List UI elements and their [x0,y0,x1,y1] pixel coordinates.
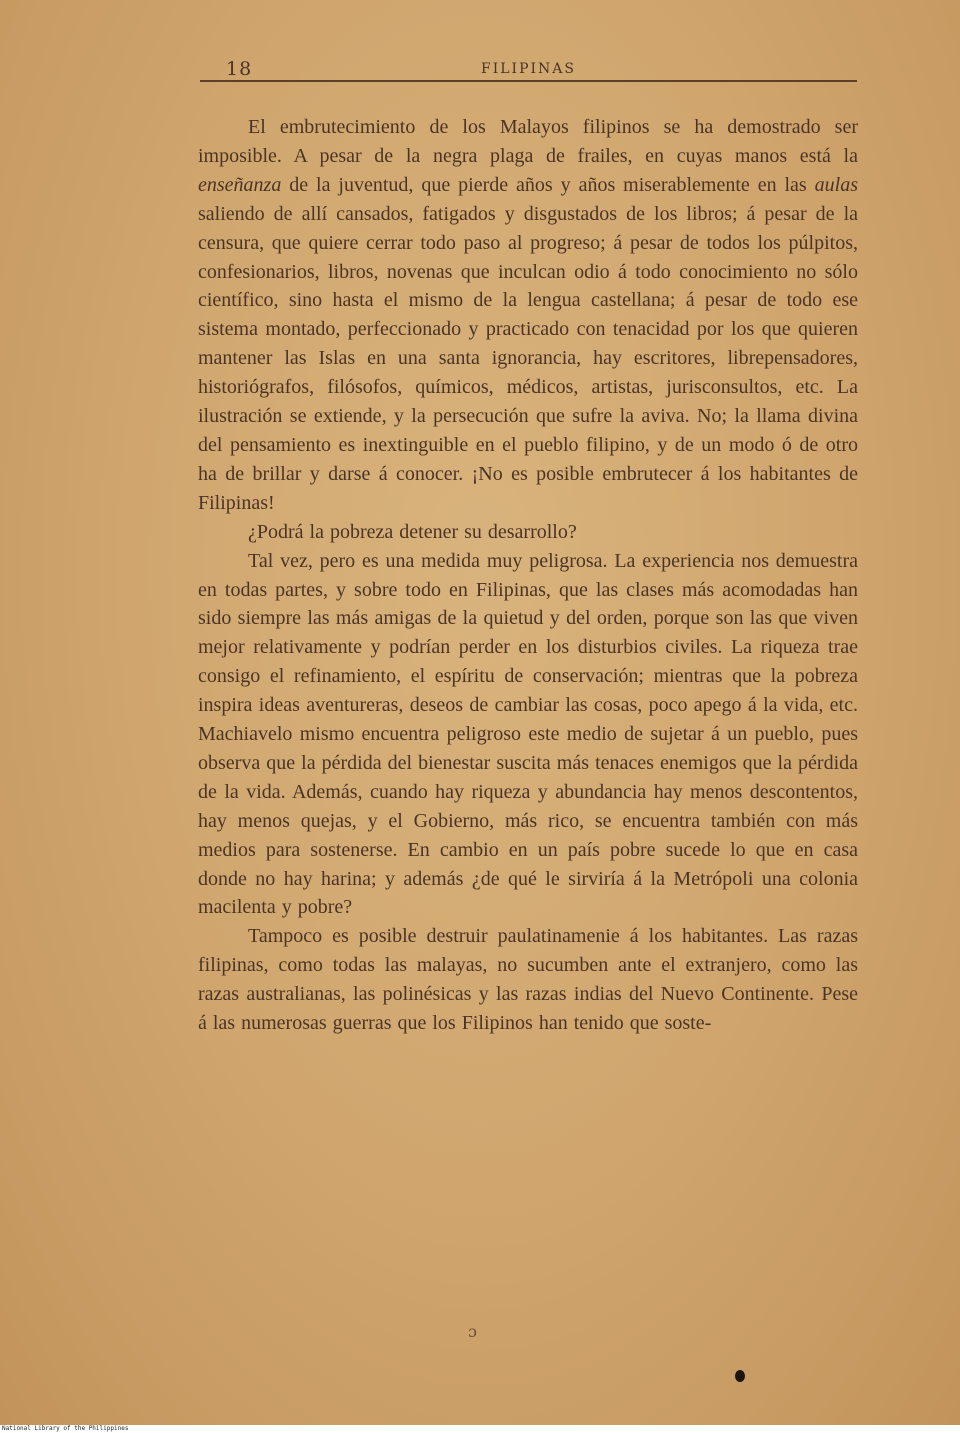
paragraph [198,113,858,518]
paragraph [198,922,858,1038]
running-title: FILIPINAS [481,61,576,77]
library-credit: National Library of the Philippines [2,1425,129,1432]
text-run: Tampoco es posible destruir paulatinamenie á los habitantes. Las razas filipinas, como todas las malayas, no sucumben ante el extranjero, como las razas australianas, las polinésicas y las razas indias del Nuevo Continente. Pese á las numerosas guerras que los Filipinos han tenido que soste- [198,925,858,1035]
italic-word: aulas [814,173,858,196]
ink-spot [735,1370,745,1382]
page-number: 18 [226,58,253,80]
text-run: saliendo de allí cansados, fatigados y disgustados de los libros; á pesar de la censura, que quiere cerrar todo paso al progreso; á pesar de todos los púlpitos, confesionarios, libros, novenas que inculcan odio á todo conocimiento no sólo científico, sino hasta el mismo de la lengua castellana; á pesar de todo ese sistema montado, perfeccionado y practicado con tenacidad por los que quieren mantener las Islas en una santa ignorancia, hay escritores, librepensadores, historiógrafos, filósofos, químicos, médicos, artistas, jurisconsultos, etc. La ilustración se extiende, y la persecución que sufre la aviva. No; la llama divina del pensamiento es inextinguible en el pueblo filipino, y de un modo ó de otro ha de brillar y darse á conocer. ¡No es posible embrutecer á los habitantes de Filipinas! [198,202,858,514]
text-run: de la juventud, que pierde años y años miserablemente en las [281,173,815,196]
text-run: Tal vez, pero es una medida muy peligrosa. La experiencia nos demuestra en todas partes, y sobre todo en Filipinas, que las clases más acomodadas han sido siempre las más amigas de la quietud y del orden, porque son las que viven mejor relativamente y podrían perder en los disturbios civiles. La riqueza trae consigo el refinamiento, el espíritu de conservación; mientras que la pobreza inspira ideas aventureras, deseos de cambiar las cosas, poco apego á la vida, etc. Machiavelo mismo encuentra peligroso este medio de sujetar á un pueblo, pues observa que la pérdida del bienestar suscita más tenaces enemigos que la pérdida de la vida. Además, cuando hay riqueza y abundancia hay menos descontentos, hay menos quejas, y el Gobierno, más rico, se encuentra también con más medios para sostenerse. En cambio en un país pobre sucede lo que en casa donde no hay harina; y además ¿de qué le sirviría á la Metrópoli una colonia macilenta y pobre? [198,549,858,919]
body-text [198,113,858,1038]
paragraph [198,547,858,923]
italic-word: enseñanza [198,173,282,196]
text-run: El embrutecimiento de los Malayos filipinos se ha demostrado ser imposible. A pesar de la negra plaga de frailes, en cuyas manos está la [198,116,858,167]
paragraph [198,518,858,547]
page-header [200,58,857,82]
text-run: ¿Podrá la pobreza detener su desarrollo? [248,520,577,543]
footer-bar [0,1425,960,1433]
folio-mark: ɔ [468,1322,477,1341]
